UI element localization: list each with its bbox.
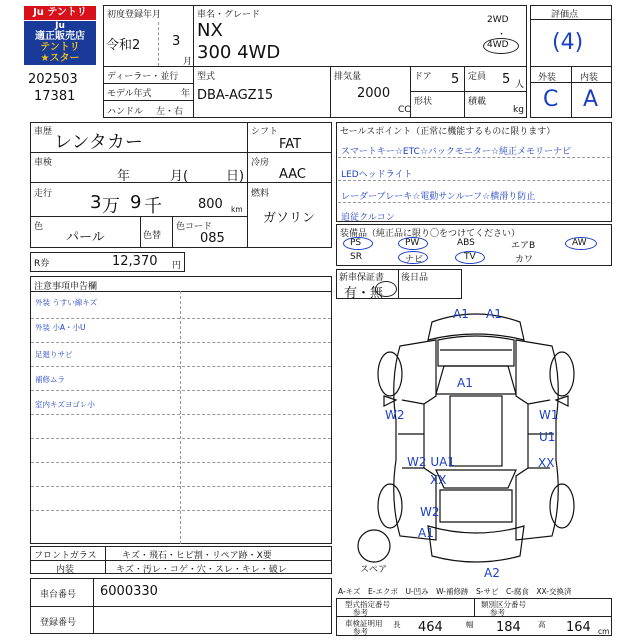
drive-2wd: 2WD [487, 15, 509, 25]
damage-mark-1: A1 [453, 307, 469, 321]
model-year-label: モデル年式 [107, 89, 152, 99]
fuel-label: 燃料 [251, 189, 270, 199]
dims-height: 164 [566, 620, 591, 635]
equip-pw: PW [405, 238, 420, 248]
logo-ju: Ju [55, 21, 65, 31]
dims-ref2: 参考 [490, 608, 505, 617]
logo-top: Ju テントリ [24, 6, 96, 20]
dims-unit: cm [598, 627, 610, 636]
model-name: NX [197, 20, 223, 41]
rating-int-label: 内装 [580, 73, 599, 83]
shift-value: FAT [279, 137, 302, 152]
aircon-value: AAC [279, 167, 306, 182]
note-line-2: 外装 小A・小U [35, 323, 86, 332]
chassis-label: 車台番号 [40, 590, 77, 600]
damage-mark-12: A2 [484, 566, 500, 580]
equip-leather: カワ [515, 255, 534, 265]
selling-point-line-1: スマートキー☆ETC☆バックモニター☆純正メモリーナビ [341, 147, 571, 157]
damage-mark-8: XX [430, 473, 447, 487]
load-unit: kg [513, 105, 524, 115]
recycle-frame [30, 252, 185, 272]
history-label: 車歴 [34, 127, 53, 137]
car-diagram [340, 300, 612, 580]
capacity-unit: 人 [515, 80, 525, 90]
dims-type-label: 型式指定番号 [345, 600, 390, 609]
registration-label: 初度登録年月 [107, 10, 162, 20]
selling-point-line-2: LEDヘッドライト [341, 170, 413, 180]
warranty-after-label: 後日品 [401, 273, 429, 283]
dims-cert-label: 車検証明用 [345, 619, 383, 628]
equip-abs: ABS [457, 238, 475, 248]
dims-class-label: 類別区分番号 [481, 600, 526, 609]
chassis-value: 6000330 [100, 584, 158, 599]
capacity-label: 定員 [468, 72, 487, 82]
notes-frame [30, 276, 332, 544]
model-label: 車名・グレード [197, 10, 261, 20]
handle-label: ハンドル [107, 107, 144, 117]
equip-tv: TV [464, 252, 476, 262]
reg-number-label: 登録番号 [40, 618, 77, 628]
equip-airbag: エアB [511, 241, 536, 251]
color-value: パール [66, 230, 105, 245]
recycle-value: 12,370 [112, 254, 158, 269]
shift-label: シフト [251, 127, 279, 137]
color-swap-label: 色替 [143, 231, 162, 241]
rating-label: 評価点 [551, 10, 579, 20]
type-label: 型式 [197, 72, 216, 82]
interior-value: キズ・汚レ・コゲ・穴・スレ・キレ・破レ [116, 565, 287, 575]
dims-length-label: 長 [393, 620, 401, 629]
rating-score: (4) [552, 30, 584, 55]
equipment-label: 装備品（純正品に限り〇をつけてください） [340, 229, 521, 239]
logo-tentori: テントリ [40, 42, 80, 53]
mileage-d2: 9 [130, 192, 142, 213]
drive-dot: ・ [497, 30, 507, 40]
fuel-value: ガソリン [263, 211, 316, 226]
load-label: 積載 [468, 97, 487, 107]
doors-label: ドア [414, 72, 432, 82]
mileage-rest: 800 [198, 197, 223, 212]
damage-mark-10: W2 [420, 505, 440, 519]
registration-era: 令和2 [106, 38, 141, 53]
logo-body [24, 21, 96, 65]
logo-badge [22, 6, 98, 66]
selling-point-line-3: レーダーブレーキ☆電動サンルーフ☆横滑り防止 [341, 192, 536, 202]
displacement-label: 排気量 [334, 72, 362, 82]
color-label: 色 [34, 222, 44, 232]
color-code: 085 [200, 231, 225, 246]
color-code-label: 色コード [176, 222, 213, 232]
inspection-year: 年 [117, 169, 131, 184]
mileage-label: 走行 [34, 189, 53, 199]
notes-label: 注意事項申告欄 [34, 282, 98, 292]
mileage-d1: 3 [90, 192, 102, 213]
model-year-suffix: 年 [181, 89, 191, 99]
spare-label: スペア [360, 565, 388, 575]
equip-sr: SR [350, 252, 362, 262]
capacity-value: 5 [502, 72, 511, 87]
damage-mark-7: W2 UA1 [407, 455, 455, 469]
recycle-label: R券 [34, 259, 50, 269]
equip-navi: ナビ [405, 255, 424, 265]
rating-int: A [583, 87, 599, 112]
logo-star: ★スター [40, 53, 80, 64]
dims-width: 184 [496, 620, 521, 635]
rating-ext-label: 外装 [538, 73, 557, 83]
model-grade: 300 4WD [197, 42, 281, 63]
dealer-label: ディーラー・並行 [107, 72, 179, 82]
windshield-label: フロントガラス [34, 551, 97, 561]
damage-mark-3: A1 [457, 376, 473, 390]
note-line-1: 外装 うすい線キズ [35, 298, 98, 307]
equip-ps: PS [350, 238, 362, 248]
equip-aw: AW [572, 238, 587, 248]
dims-length: 464 [418, 620, 443, 635]
interior-label: 内装 [56, 565, 75, 575]
lot-number-2: 17381 [34, 89, 76, 104]
warranty-none-circle [375, 281, 397, 297]
inspection-label: 車検 [34, 158, 53, 168]
inspection-day: 日) [226, 169, 245, 184]
registration-month: 3 [172, 34, 181, 49]
note-line-4: 補修ムラ [35, 375, 65, 384]
mileage-unit: km [231, 205, 243, 214]
recycle-unit: 円 [172, 261, 182, 271]
inspection-month: 月( [170, 169, 189, 184]
damage-mark-9: XX [538, 456, 555, 470]
damage-mark-5: W1 [539, 408, 559, 422]
rating-ext: C [543, 87, 559, 112]
dims-width-label: 幅 [466, 620, 474, 629]
mileage-u1: 万 [102, 196, 120, 217]
shape-label: 形状 [414, 97, 433, 107]
dims-ref3: 参考 [353, 627, 368, 636]
drive-4wd: 4WD [487, 40, 509, 50]
warranty-label: 新車保証書 [339, 273, 385, 283]
lot-number-1: 202503 [28, 72, 78, 87]
displacement-unit: CC [398, 105, 411, 115]
note-line-5: 室内キズヨゴレ小 [35, 400, 95, 409]
logo-dealer: 適正販売店 [35, 31, 85, 42]
dims-height-label: 高 [538, 620, 546, 629]
damage-mark-2: A1 [486, 307, 502, 321]
mileage-u2: 千 [144, 196, 162, 217]
type-value: DBA-AGZ15 [197, 88, 274, 103]
dims-ref1: 参考 [353, 608, 368, 617]
damage-mark-4: W2 [385, 408, 405, 422]
registration-month-suffix: 月 [183, 57, 193, 67]
selling-point-line-4: 追従クルコン [341, 213, 395, 223]
note-line-3: 足廻りサビ [35, 350, 73, 359]
windshield-value: キズ・飛石・ヒビ割・リペア跡・X要 [122, 551, 272, 561]
damage-mark-6: U1 [539, 430, 556, 444]
handle-value: 左・右 [156, 107, 184, 117]
damage-legend: A-キズ E-エクボ U-凹み W-補修跡 S-サビ C-腐食 XX-交換済 [338, 587, 572, 596]
displacement-value: 2000 [357, 86, 391, 101]
aircon-label: 冷房 [251, 158, 270, 168]
damage-mark-11: A1 [418, 526, 434, 540]
history-value: レンタカー [54, 132, 143, 153]
selling-points-label: セールスポイント（正常に機能するものに限ります） [340, 127, 556, 137]
warranty-value: 有・無 [344, 286, 384, 301]
doors-value: 5 [451, 72, 460, 87]
